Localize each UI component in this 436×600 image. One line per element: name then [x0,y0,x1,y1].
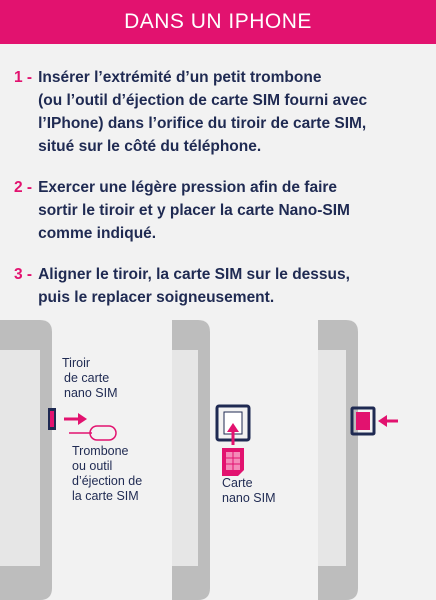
step-text [38,263,424,309]
paperclip-label: Trombone ou outil d’éjection de la carte SIM [72,444,143,503]
arrow-right-icon [64,413,87,425]
step-2 [14,176,424,245]
header-banner [0,0,436,44]
step-line: Insérer l’extrémité d’un petit trombone [38,69,322,86]
tray-label: Tiroir de carte nano SIM [62,356,118,400]
step-line: (ou l’outil d’éjection de carte SIM fourni avec [38,92,368,109]
step-number: 1 - [14,69,33,86]
phone-3-icon [318,320,374,600]
step-number: 3 - [14,266,33,283]
step-line: sortir le tiroir et y placer la carte Nano-SIM [38,202,350,219]
sim-illustration [0,320,436,600]
arrow-left-icon [378,415,398,427]
step-line: l’IPhone) dans l’orifice du tiroir de carte SIM, [38,115,367,132]
phone-1-icon [0,320,56,600]
step-1 [14,66,424,158]
phone-2-icon [172,320,210,600]
step-line: Aligner le tiroir, la carte SIM sur le dessus, [38,266,350,283]
page-title: DANS UN IPHONE [124,10,312,33]
step-line: comme indiqué. [38,225,157,242]
step-3 [14,263,424,309]
step-line: puis le replacer soigneusement. [38,289,275,306]
paperclip-icon [69,426,116,440]
step-line: Exercer une légère pression afin de faire [38,179,338,196]
step-text [38,66,424,158]
sim-card-label: Carte nano SIM [222,476,276,505]
nano-sim-card-icon [222,448,244,476]
step-text [38,176,424,245]
step-line: situé sur le côté du téléphone. [38,138,262,155]
step-number: 2 - [14,179,33,196]
